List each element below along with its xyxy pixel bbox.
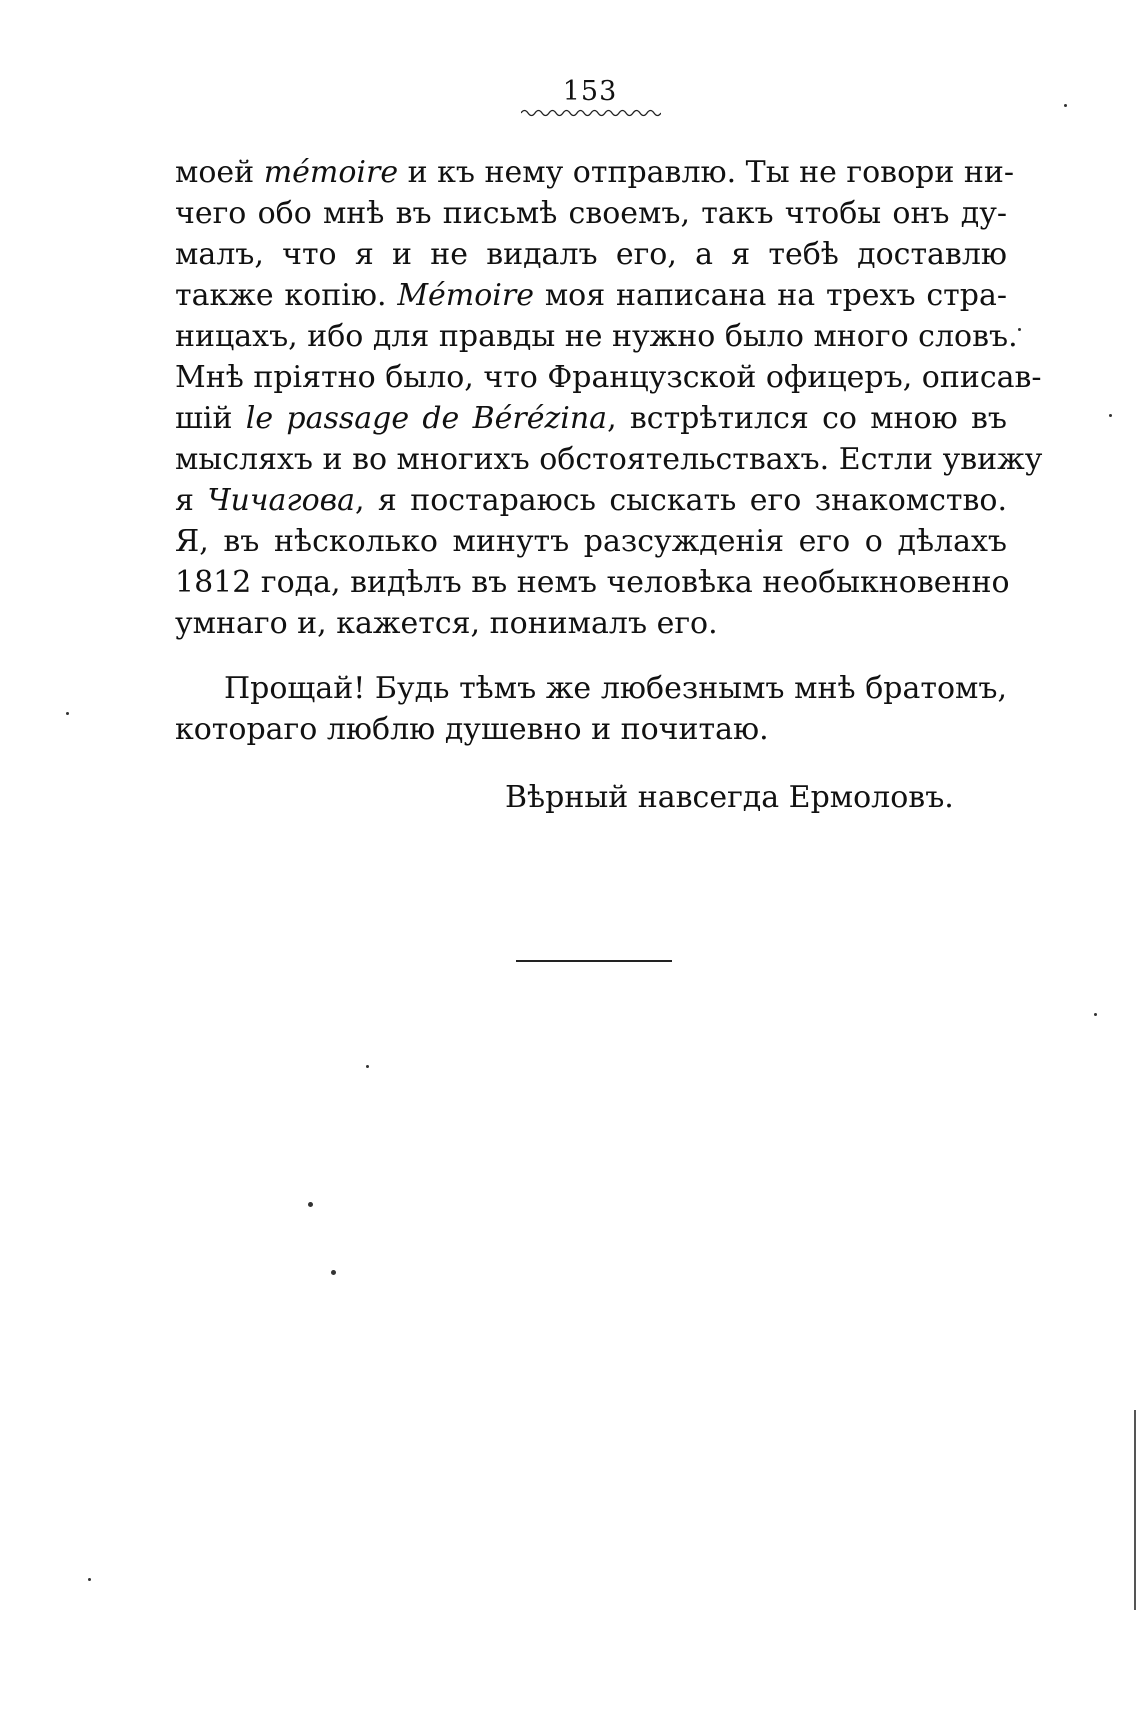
text-line: мысляхъ и во многихъ обстоятельствахъ. Естли увижу	[175, 442, 1043, 477]
closing-paragraph	[175, 668, 1007, 750]
text-line: котораго люблю душевно и почитаю.	[175, 712, 769, 747]
text-line: умнаго и, кажется, понималъ его.	[175, 606, 718, 641]
text-line: Я, въ нѣсколько минутъ разсужденія его о дѣлахъ	[175, 524, 1007, 559]
text-run: также копію.	[175, 278, 398, 313]
text-line: малъ, что я и не видалъ его, а я тебѣ доставлю	[175, 237, 1007, 272]
text-run: и къ нему отправлю. Ты не говори ни-	[398, 155, 1014, 190]
text-line	[175, 275, 1007, 316]
text-run: шій	[175, 401, 246, 436]
speck	[1064, 104, 1067, 107]
speck	[1094, 1013, 1097, 1016]
page-edge	[1134, 1410, 1136, 1610]
italic-term: Mémoire	[397, 278, 534, 313]
text-line: ницахъ, ибо для правды не нужно было много словъ.	[175, 319, 1018, 354]
speck	[1109, 414, 1112, 417]
speck	[1018, 328, 1021, 331]
italic-term: Чичагова	[207, 483, 355, 518]
speck	[366, 1065, 369, 1068]
text-line: 1812 года, видѣлъ въ немъ человѣка необыкновенно	[175, 565, 1010, 600]
italic-term: le passage de Bérézina	[245, 401, 608, 436]
italic-term: mémoire	[263, 155, 399, 190]
text-run: моя написана на трехъ стра-	[533, 278, 1007, 313]
text-run: я	[175, 483, 208, 518]
signature: Вѣрный навсегда Ермоловъ.	[505, 780, 954, 815]
text-line: Мнѣ пріятно было, что Французской офицеръ, описав-	[175, 360, 1042, 395]
text-line	[175, 480, 1007, 521]
text-run: , встрѣтился со мною въ	[607, 401, 1007, 436]
letter-paragraph	[175, 152, 1043, 644]
speck	[308, 1202, 313, 1207]
text-line: Прощай! Будь тѣмъ же любезнымъ мнѣ братомъ,	[224, 671, 1007, 706]
text-run: моей	[175, 155, 264, 190]
text-run: , я постараюсь сыскать его знакомство.	[354, 483, 1008, 518]
text-line: чего обо мнѣ въ письмѣ своемъ, такъ чтобы онъ ду-	[175, 196, 1007, 231]
horizontal-rule	[516, 960, 672, 962]
text-line	[175, 152, 1014, 193]
wavy-ornament	[521, 108, 661, 118]
speck	[66, 712, 69, 715]
speck	[88, 1578, 91, 1581]
speck	[331, 1270, 336, 1275]
page-number: 153	[562, 76, 618, 107]
text-line	[175, 398, 1007, 439]
